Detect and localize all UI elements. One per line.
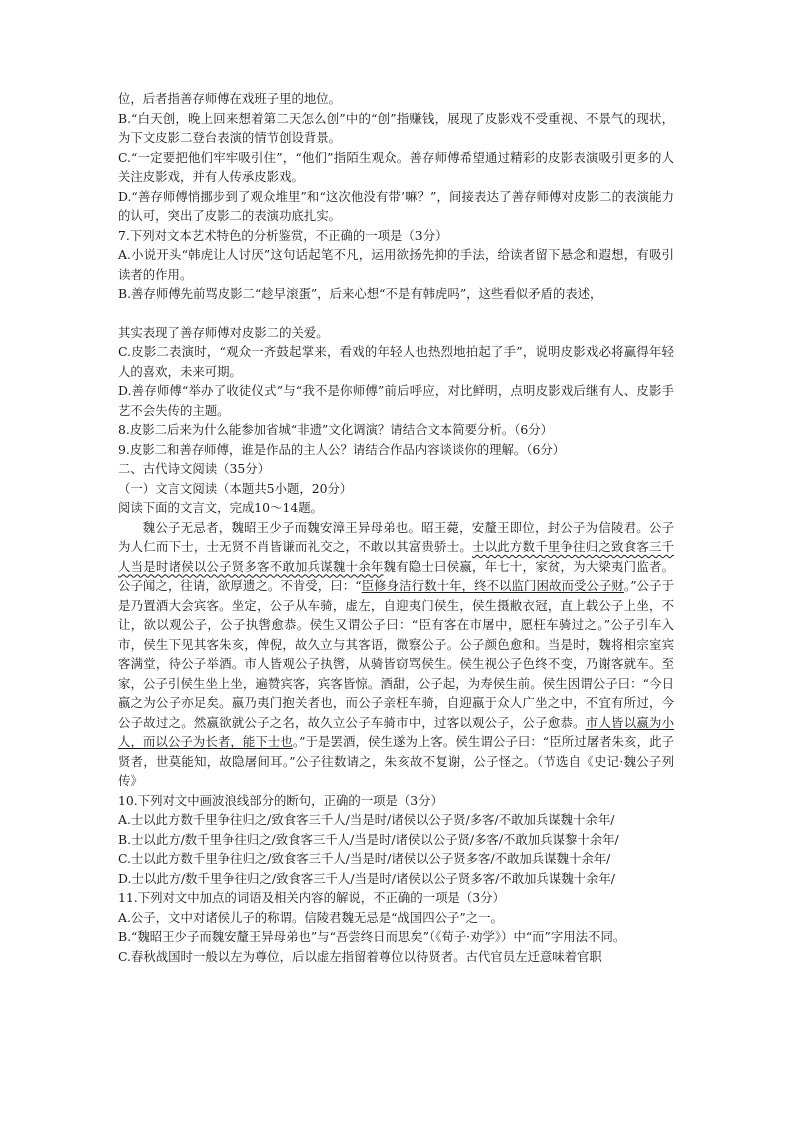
option-c-q7: C.皮影二表演时，“观众一齐鼓起掌来，看戏的年轻人也热烈地拍起了手”，说明皮影戏必将赢得年轻人的喜欢，未来可期。 <box>118 344 674 379</box>
document-page <box>118 89 674 966</box>
passage-text: 。”于是罢酒，侯生遂为上客。侯生谓公子曰：“臣所过屠者朱亥，此子贤者，世莫能知，故隐屠间耳。”公子往数请之，朱亥故不复谢，公子怪之。（节选自《史记·魏公子列传》 <box>118 734 675 788</box>
passage-text: 魏公子无忌者，魏昭王少子而魏安漳王异母弟也。昭王薨，安釐王即位，封公子为信陵君。公子为人仁而下士，士无贤不肖皆谦而礼交之，不敢以其富贵骄士。 <box>118 519 674 554</box>
option-a-q10: A.士以此方数千里争往归之/致食客三千人/当是时/诸侯以公子贤/多客/不敢加兵谋魏十余年/ <box>118 812 615 827</box>
wavy-underlined-text: 士以此方数千里争往归之致食客三千人当是时诸侯以公子贤多客不敢加兵谋魏十余年 <box>118 539 675 574</box>
text-line: 位，后者指善存师傅在戏班子里的地位。 <box>118 91 342 106</box>
option-b-q7-cont: 其实表现了善存师傅对皮影二的关爱。 <box>118 324 329 340</box>
blank-gap <box>118 304 674 323</box>
option-d-q7: D.善存师傅“举办了收徒仪式”与“我不是你师傅”前后呼应，对比鲜明，点明皮影戏后继有人、皮影手艺不会失传的主题。 <box>118 383 674 418</box>
option-b-q10: B.士以此方/数千里争往归之/致食客三千人/当是时/诸侯以公子贤/多客/不敢加兵谋黎十余年/ <box>118 831 619 847</box>
reading-instruction: 阅读下面的文言文，完成10～14题。 <box>118 500 324 515</box>
question-8: 8.皮影二后来为什么能参加省城“非遗”文化调演？请结合文本简要分析。（6分） <box>118 422 554 437</box>
underlined-sentence-1: 臣修身洁行数十年，终不以监门困故而受公子财 <box>361 578 624 593</box>
option-c-q11: C.春秋战国时一般以左为尊位，后以虚左指留着尊位以待贤者。古代官员左迁意味着官职 <box>118 948 602 964</box>
question-7: 7.下列对文本艺术特色的分析鉴赏，不正确的一项是（3分） <box>118 227 448 243</box>
option-c-q10: C.士以此方数千里争往归之/致食客三千人/当是时/诸侯以公子贤多客/不敢加兵谋魏十余年/ <box>118 851 611 866</box>
classical-passage <box>118 518 674 791</box>
section-heading: 二、古代诗文阅读（35分） <box>118 461 271 476</box>
option-b-q11: B.“魏昭王少子而魏安釐王异母弟也”与“吾尝终日而思矣”（《荀子·劝学》）中“而”字用法不同。 <box>118 929 626 944</box>
passage-text: 。”公子于是乃置酒大会宾客。坐定，公子从车骑，虚左，自迎夷门侯生，侯生摄敝衣冠，直上载公子上坐，不让，欲以观公子，公子执辔愈恭。侯生又谓公子曰：“臣有客在市屠中，愿枉车骑过之。”公子引车入市，侯生下见其客朱亥，俾倪，故久立与其客语，微察公子。公子颜色愈和。当是时，魏将相宗室宾客满堂，待公子举酒。市人皆观公子执辔，从骑皆窃骂侯生。侯生视公子色终不变，乃谢客就车。至家，公子引侯生坐上坐，遍赞宾客，宾客皆惊。酒甜，公子起，为寿侯生前。侯生因谓公子曰：“今日嬴之为公子亦足矣。嬴乃夷门抱关者也，而公子亲枉车骑，自迎嬴于众人广坐之中，不宜有所过，今公子故过之。然嬴欲就公子之名，故久立公子车骑市中，过客以观公子，公子愈恭。 <box>118 578 675 730</box>
question-10: 10.下列对文中画波浪线部分的断句，正确的一项是（3分） <box>118 792 443 808</box>
question-9: 9.皮影二和善存师傅，谁是作品的主人公？请结合作品内容谈谈你的理解。（6分） <box>118 441 566 457</box>
option-d-q10: D.士以此方/数千里争往归之/致食客三千人/当是时/诸侯以公子贤多客/不敢加兵谋魏十余年/ <box>118 870 615 886</box>
option-b-q7: B.善存师傅先前骂皮影二“趁早滚蛋”，后来心想“不是有韩虎吗”，这些看似矛盾的表述， <box>118 286 603 301</box>
passage-text: 魏有隐士曰侯嬴，年七十，家贫，为大梁夷门监者。公子闻之，往请，欲厚遗之。不肯受，曰：“ <box>118 558 675 593</box>
option-c-q6: C.“一定要把他们牢牢吸引住”，“他们”指陌生观众。善存师傅希望通过精彩的皮影表演吸引更多的人关注皮影戏，并有人传承皮影戏。 <box>118 149 674 184</box>
underlined-sentence-2: 市人皆以嬴为小人，而以公子为长者，能下士也 <box>118 714 675 749</box>
subsection-heading: （一）文言文阅读（本题共5小题，20分） <box>118 480 353 496</box>
option-d-q6: D.“善存师傅悄挪步到了观众堆里”和“这次他没有带’嘛？”，间接表达了善存师傅对皮影二的表演能力的认可，突出了皮影二的表演功底扎实。 <box>118 188 674 223</box>
option-b-q6: B.“白天创，晚上回来想着第二天怎么创”中的“创”指赚钱，展现了皮影戏不受重视、不景气的现状，为下文皮影二登台表演的情节创设背景。 <box>118 110 674 145</box>
option-a-q7: A.小说开头“韩虎让人讨厌”这句话起笔不凡，运用欲扬先抑的手法，给读者留下悬念和遐想，有吸引读者的作用。 <box>118 247 674 282</box>
option-a-q11: A.公子，文中对诸侯儿子的称谓。信陵君魏无忌是“战国四公子”之一。 <box>118 909 503 925</box>
question-11: 11.下列对文中加点的词语及相关内容的解说，不正确的一项是（3分） <box>118 890 505 905</box>
